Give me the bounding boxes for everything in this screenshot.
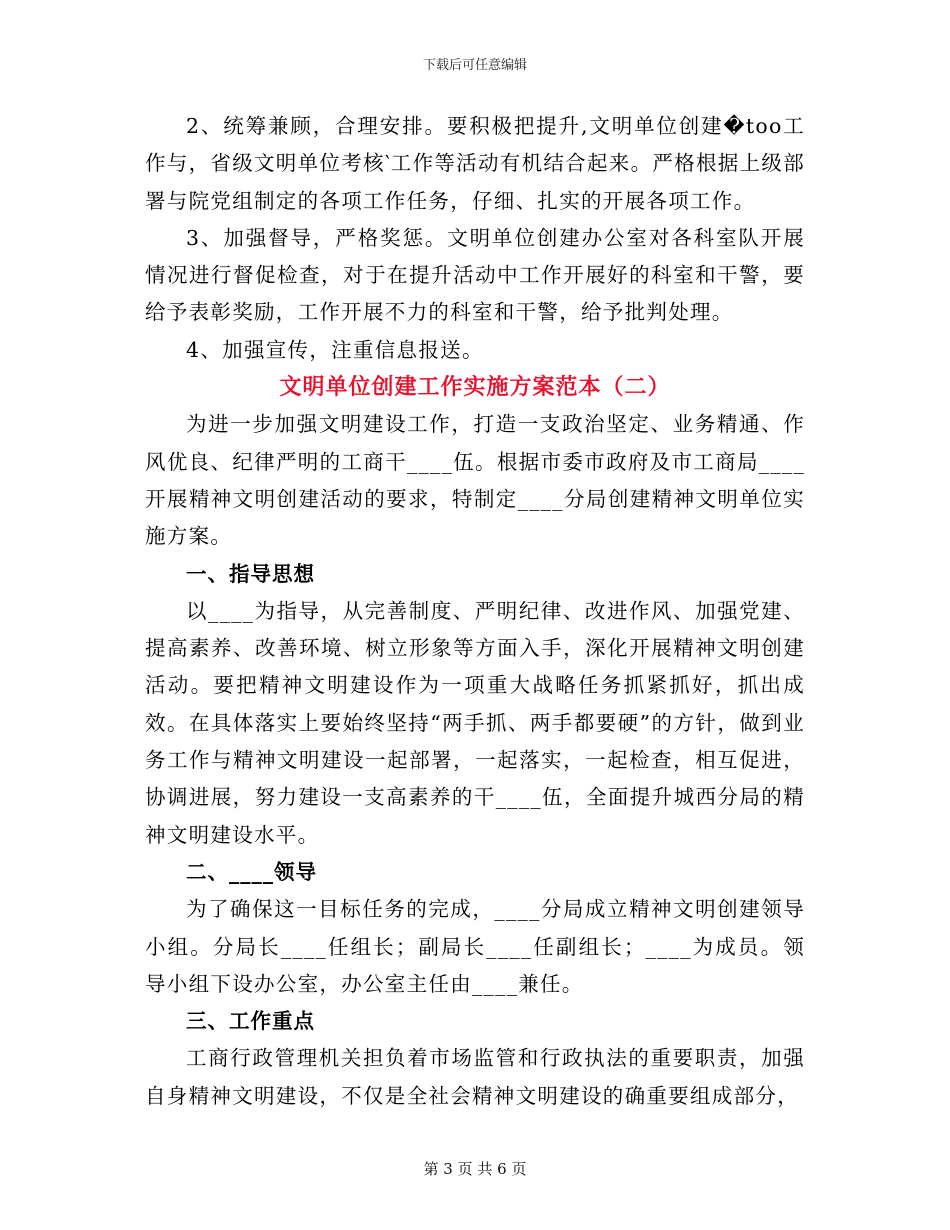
paragraph-publicity: 4、加强宣传，注重信息报送。 — [186, 337, 484, 362]
paragraph-leadership: 为了确保这一目标任务的完成，____分局成立精神文明创建领导小组。分局长____任组长；副局长____任副组长；____为成员。领导小组下设办公室，办公室主任由____兼任。 — [145, 897, 805, 996]
paragraph-coordination: 2、统筹兼顾，合理安排。要积极把提升,文明单位创建�too工作与，省级文明单位考核‵工作等活动有机结合起来。严格根据上级部署与院党组制定的各项工作任务，仔细、扎实的开展各项工作。 — [145, 114, 805, 213]
paragraph-guiding-thought: 以____为指导，从完善制度、严明纪律、改进作风、加强党建、提高素养、改善环境、树立形象等方面入手，深化开展精神文明创建活动。要把精神文明建设作为一项重大战略任务抓紧抓好，抓出成效。在具体落实上要始终坚持“两手抓、两手都要硬”的方针，做到业务工作与精神文明建设一起部署，一起落实，一起检查，相互促进，协调进展，努力建设一支高素养的干____伍，全面提升城西分局的精神文明建设水平。 — [145, 598, 805, 847]
heading-guiding-thought: 一、指导思想 — [186, 561, 315, 586]
heading-leadership: 二、____领导 — [186, 859, 317, 884]
paragraph-work-focus: 工商行政管理机关担负着市场监管和行政执法的重要职责，加强自身精神文明建设，不仅是全社会精神文明建设的确重要组成部分， — [145, 1046, 805, 1108]
document-body — [145, 108, 805, 1115]
paragraph-supervision: 3、加强督导，严格奖惩。文明单位创建办公室对各科室队开展情况进行督促检查，对于在提升活动中工作开展好的科室和干警，要给予表彰奖励，工作开展不力的科室和干警，给予批判处理。 — [145, 225, 805, 325]
heading-work-focus: 三、工作重点 — [186, 1009, 315, 1034]
section-title: 文明单位创建工作实施方案范本（二） — [279, 375, 671, 401]
paragraph-intro: 为进一步加强文明建设工作，打造一支政治坚定、业务精通、作风优良、纪律严明的工商干____伍。根据市委市政府及市工商局____开展精神文明创建活动的要求，特制定____分局创建精神文明单位实施方案。 — [145, 412, 805, 549]
header-note: 下载后可任意编辑 — [422, 58, 527, 73]
page-number: 第 3 页 共 6 页 — [423, 1160, 527, 1178]
